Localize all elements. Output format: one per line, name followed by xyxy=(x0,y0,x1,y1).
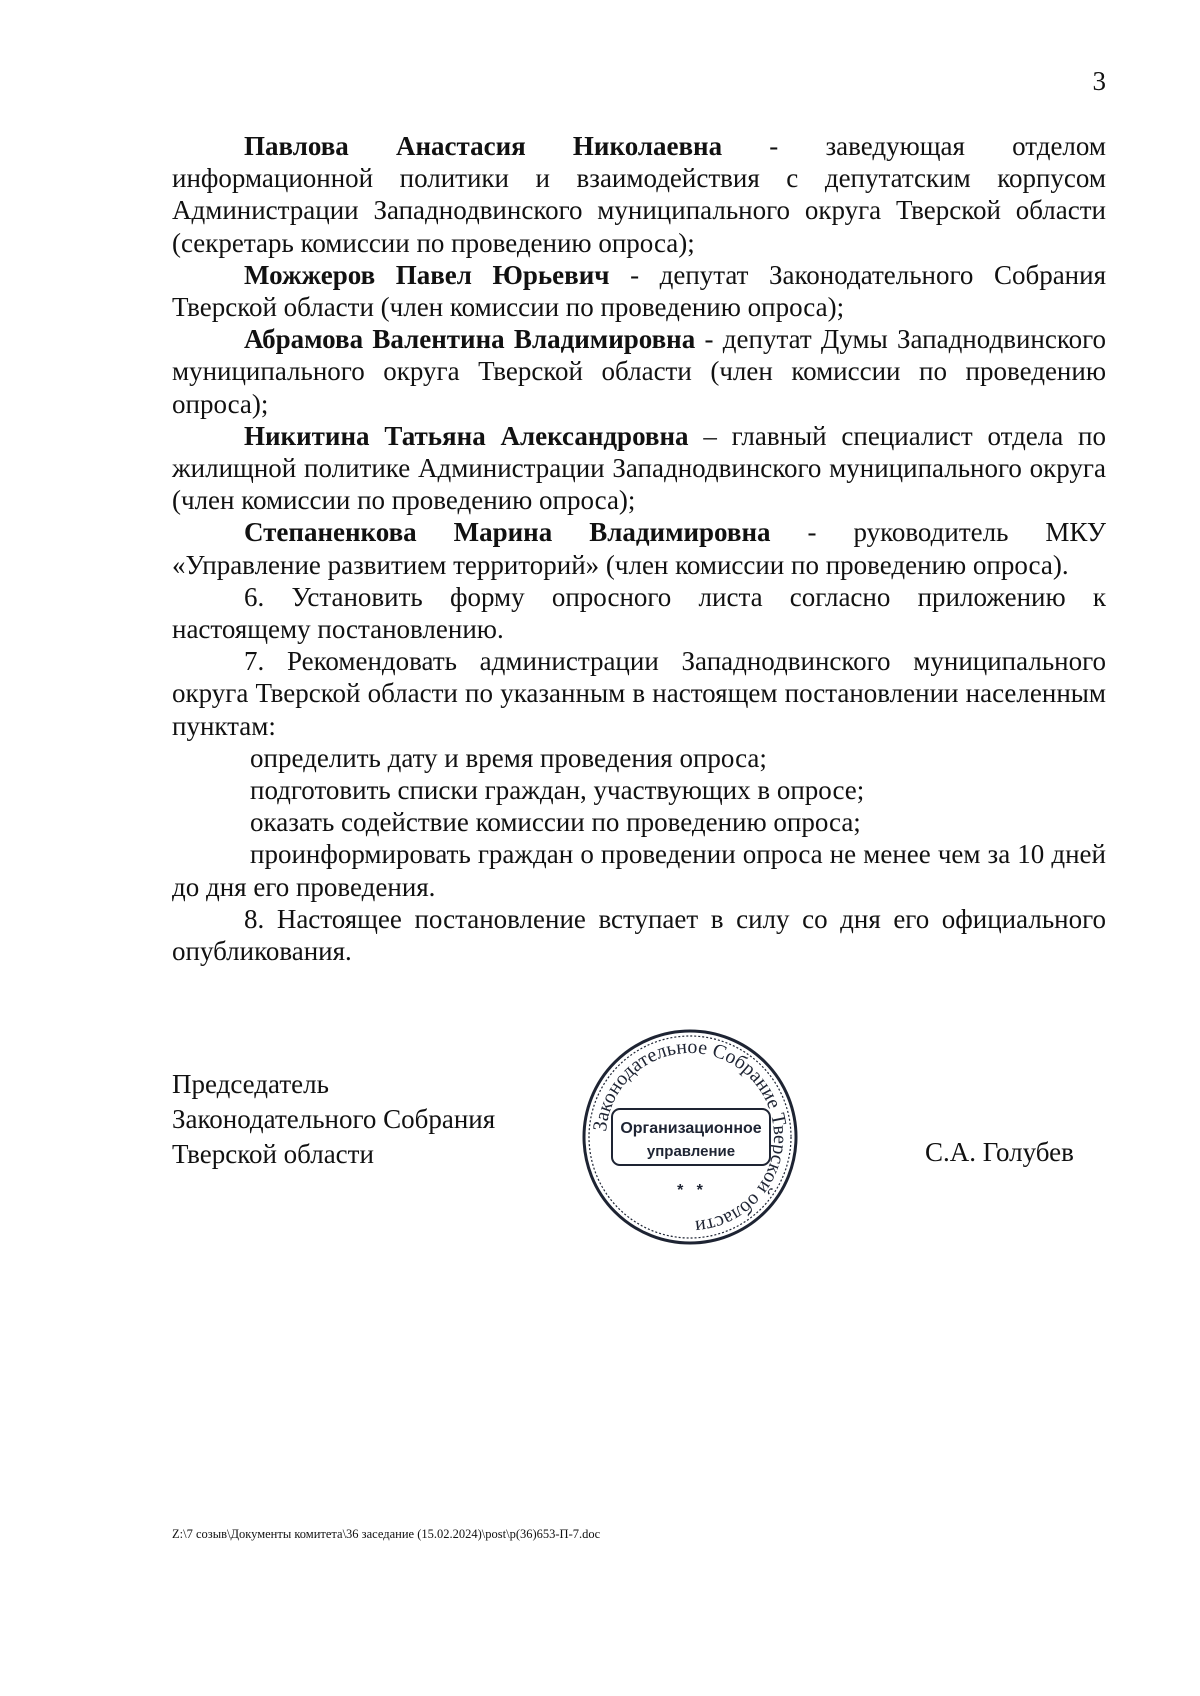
member-role: - депутат Законодательного Собрания Тверской области (член комиссии по проведению опроса); xyxy=(172,259,1106,323)
page-number: 3 xyxy=(1092,66,1106,96)
member-role: – главный специалист отдела по жилищной политике Администрации Западнодвинского муниципального округа (член комиссии по проведению опроса); xyxy=(172,420,1107,516)
document-body xyxy=(172,130,1106,967)
seal-outer-text: Законодательное Собрание Тверской области xyxy=(589,1035,792,1238)
signature-title-line: Законодательного Собрания xyxy=(172,1104,496,1134)
signature-title-line: Председатель xyxy=(172,1069,329,1099)
seal-outer-ring xyxy=(584,1031,796,1243)
member-role: - руководитель МКУ «Управление развитием территорий» (член комиссии по проведению опроса). xyxy=(172,517,1106,580)
member-name: Можжеров Павел Юрьевич xyxy=(244,259,610,290)
member-paragraph xyxy=(172,130,1106,259)
member-paragraph xyxy=(172,323,1106,420)
member-name: Абрамова Валентина Владимировна xyxy=(244,324,696,355)
item-7: 7. Рекомендовать администрации Западнодвинского муниципального округа Тверской области по указанным в настоящем постановлении населенным пунктам: xyxy=(172,646,1106,741)
item-7-list-line: оказать содействие комиссии по проведению опроса; xyxy=(250,807,861,838)
seal-inner-line: Организационное xyxy=(620,1120,762,1137)
seal-inner-line: управление xyxy=(646,1143,736,1160)
signature-title-line: Тверской области xyxy=(172,1139,374,1169)
official-seal xyxy=(580,1027,800,1247)
member-paragraph xyxy=(172,516,1106,580)
member-name: Павлова Анастасия Николаевна xyxy=(244,131,723,161)
item-8: 8. Настоящее постановление вступает в силу со дня его официального опубликования. xyxy=(172,903,1106,967)
footer-file-path: Z:\7 созыв\Документы комитета\36 заседание (15.02.2024)\post\p(36)653-П-7.doc xyxy=(172,1527,601,1541)
item-7-list-line: проинформировать граждан о проведении опроса не менее чем за 10 дней до дня его проведения. xyxy=(172,839,1106,902)
signature-title xyxy=(172,1067,495,1172)
member-role: - заведующая отделом информационной политики и взаимодействия с депутатским корпусом Администрации Западнодвинского муниципального округа Тверской области (секретарь комиссии по проведению опроса); xyxy=(172,131,1106,258)
member-paragraph xyxy=(172,259,1106,323)
member-paragraph xyxy=(172,420,1106,517)
item-7-list-line: подготовить списки граждан, участвующих в опросе; xyxy=(250,775,865,806)
member-name: Никитина Татьяна Александровна xyxy=(244,420,689,451)
item-6: 6. Установить форму опросного листа согласно приложению к настоящему постановлению. xyxy=(172,581,1106,645)
member-role: - депутат Думы Западнодвинского муниципального округа Тверской области (член комиссии по проведению опроса); xyxy=(172,324,1106,419)
member-name: Степаненкова Марина Владимировна xyxy=(244,517,771,548)
signer-name: С.А. Голубев xyxy=(925,1137,1074,1167)
seal-stars: * * xyxy=(677,1182,703,1199)
item-7-list-line: определить дату и время проведения опроса; xyxy=(250,742,767,773)
